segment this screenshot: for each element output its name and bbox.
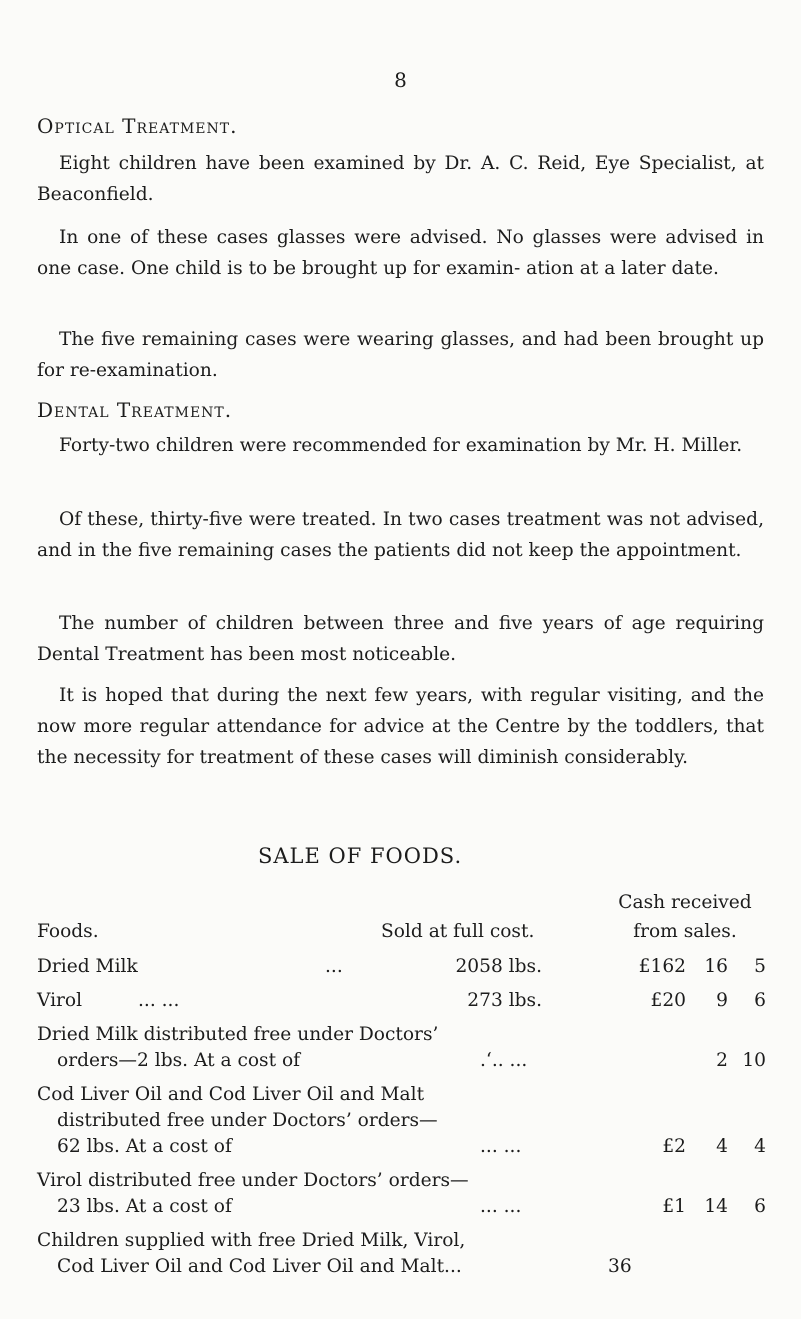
amount-pounds: £1 <box>662 1196 686 1217</box>
leader-dots: .‘.. ... <box>480 1050 528 1071</box>
sale-of-foods-title: SALE OF FOODS. <box>258 844 463 868</box>
free-item-line: orders—2 lbs. At a cost of <box>57 1050 301 1071</box>
children-supplied-count: 36 <box>608 1256 632 1277</box>
amount-pence: 6 <box>754 1196 766 1217</box>
leader-dots: ... <box>325 956 343 977</box>
amount-pence: 5 <box>754 956 766 977</box>
amount-pounds: £2 <box>662 1136 686 1157</box>
free-item-line: 62 lbs. At a cost of <box>57 1136 232 1157</box>
optical-paragraph: The five remaining cases were wearing glasses, and had been brought up for re-examination. <box>37 329 764 381</box>
dental-paragraph: The number of children between three and five years of age requiring Dental Treatment has been most noticeable. <box>37 613 764 665</box>
dental-paragraph: It is hoped that during the next few years, with regular visiting, and the now more regular attendance for advice at the Centre by the toddlers, that the necessity for treatment of these cases will diminish considerably. <box>37 685 764 768</box>
amount-pounds: £162 <box>638 956 686 977</box>
free-item-line: Cod Liver Oil and Cod Liver Oil and Malt <box>37 1084 425 1105</box>
free-item-line: Dried Milk distributed free under Doctors’ <box>37 1024 439 1045</box>
food-name: Dried Milk <box>37 956 138 977</box>
food-quantity: 273 lbs. <box>467 990 542 1011</box>
amount-shillings: 2 <box>716 1050 728 1071</box>
children-supplied-line: Cod Liver Oil and Cod Liver Oil and Malt... <box>57 1256 462 1277</box>
leader-dots: ... ... <box>480 1136 522 1157</box>
sold-header: Sold at full cost. <box>381 921 535 942</box>
dental-treatment-heading: Dental Treatment. <box>37 398 233 422</box>
optical-paragraph: In one of these cases glasses were advised. No glasses were advised in one case. One child is to be brought up for examin- ation at a later date. <box>37 227 764 279</box>
amount-pence: 6 <box>754 990 766 1011</box>
optical-treatment-heading: Optical Treatment. <box>37 114 238 138</box>
free-item-line: Virol distributed free under Doctors’ orders— <box>37 1170 469 1191</box>
amount-shillings: 9 <box>716 990 728 1011</box>
page-number: 8 <box>394 68 407 92</box>
cash-header-line2: from sales. <box>633 921 737 942</box>
free-item-line: distributed free under Doctors’ orders— <box>57 1110 438 1131</box>
leader-dots: ... ... <box>138 990 180 1011</box>
amount-shillings: 4 <box>716 1136 728 1157</box>
amount-pence: 4 <box>754 1136 766 1157</box>
food-name: Virol <box>37 990 83 1011</box>
amount-shillings: 14 <box>704 1196 728 1217</box>
amount-pounds: £20 <box>650 990 686 1011</box>
free-item-line: 23 lbs. At a cost of <box>57 1196 232 1217</box>
leader-dots: ... ... <box>480 1196 522 1217</box>
cash-header-line1: Cash received <box>618 892 752 913</box>
amount-pence: 10 <box>742 1050 766 1071</box>
dental-paragraph: Of these, thirty-five were treated. In two cases treatment was not advised, and in the five remaining cases the patients did not keep the appointment. <box>37 509 764 561</box>
amount-shillings: 16 <box>704 956 728 977</box>
dental-paragraph: Forty-two children were recommended for examination by Mr. H. Miller. <box>59 435 743 456</box>
foods-header: Foods. <box>37 921 99 942</box>
food-quantity: 2058 lbs. <box>455 956 542 977</box>
optical-paragraph: Eight children have been examined by Dr. A. C. Reid, Eye Specialist, at Beaconfield. <box>37 153 764 205</box>
children-supplied-line: Children supplied with free Dried Milk, Virol, <box>37 1230 466 1251</box>
